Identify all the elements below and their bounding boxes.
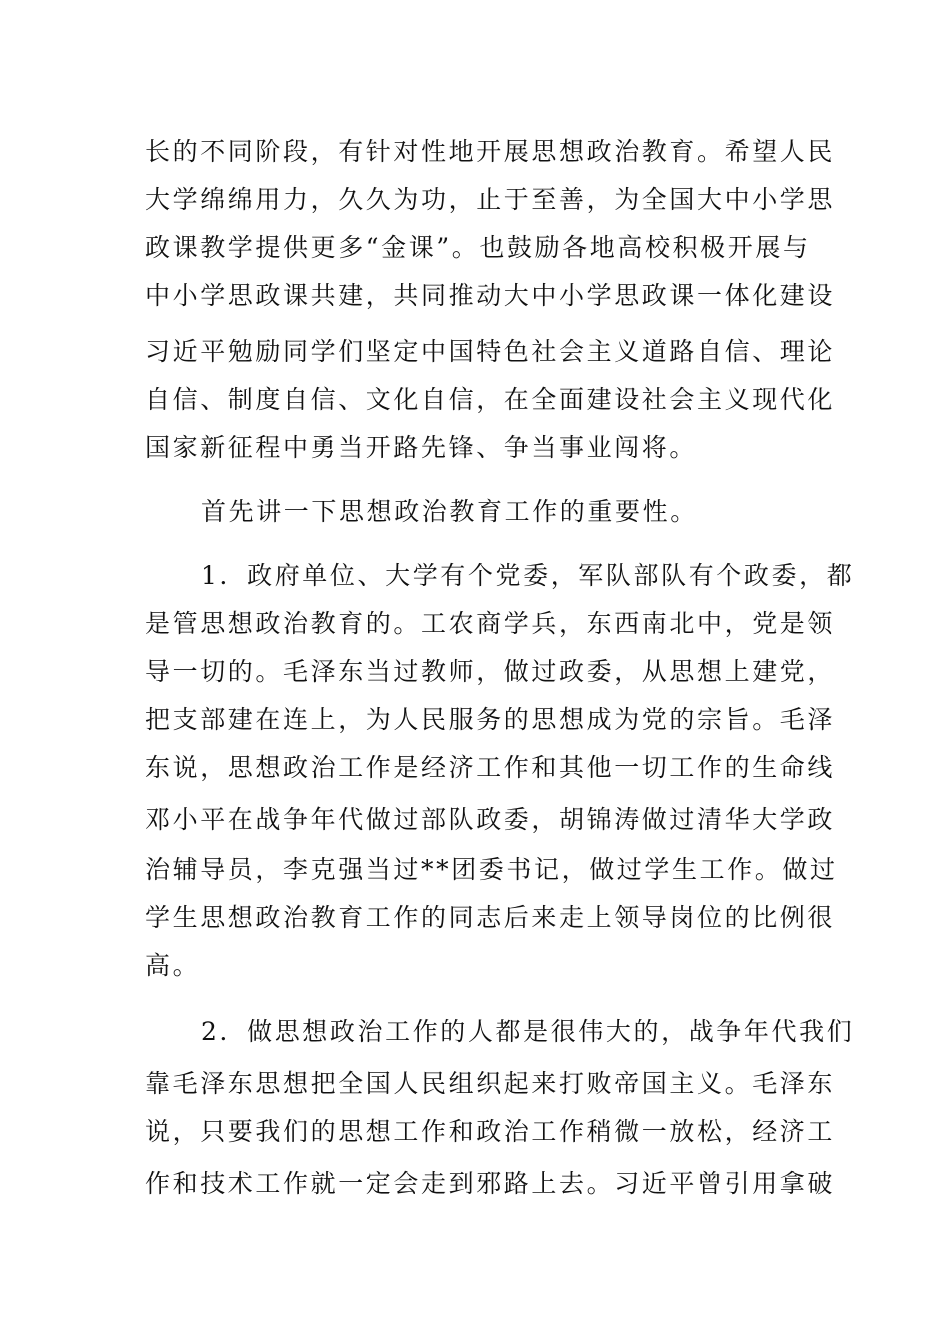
paragraph-line: 首先讲一下思想政治教育工作的重要性。 — [201, 497, 698, 526]
paragraph-line: 自信、制度自信、文化自信，在全面建设社会主义现代化 — [145, 385, 836, 414]
paragraph-line: 中小学思政课共建，共同推动大中小学思政课一体化建设 — [145, 281, 836, 310]
paragraph-line: 高。 — [145, 951, 201, 980]
paragraph-line: 长的不同阶段，有针对性地开展思想政治教育。希望人民 — [145, 137, 836, 166]
paragraph-line: 作和技术工作就一定会走到邪路上去。习近平曾引用拿破 — [145, 1169, 836, 1198]
paragraph-line: 习近平勉励同学们坚定中国特色社会主义道路自信、理论 — [145, 337, 836, 366]
paragraph-line: 2．做思想政治工作的人都是很伟大的，战争年代我们 — [201, 1017, 855, 1046]
paragraph-line: 1．政府单位、大学有个党委，军队部队有个政委，都 — [201, 561, 855, 590]
paragraph-line: 政课教学提供更多“金课”。也鼓励各地高校积极开展与 — [145, 233, 811, 262]
paragraph-line: 把支部建在连上，为人民服务的思想成为党的宗旨。毛泽 — [145, 705, 836, 734]
paragraph-line: 学生思想政治教育工作的同志后来走上领导岗位的比例很 — [145, 903, 836, 932]
paragraph-line: 靠毛泽东思想把全国人民组织起来打败帝国主义。毛泽东 — [145, 1069, 836, 1098]
paragraph-line: 大学绵绵用力，久久为功，止于至善，为全国大中小学思 — [145, 185, 836, 214]
paragraph-line: 导一切的。毛泽东当过教师，做过政委，从思想上建党， — [145, 657, 836, 686]
paragraph-line: 说，只要我们的思想工作和政治工作稍微一放松，经济工 — [145, 1117, 836, 1146]
paragraph-line: 是管思想政治教育的。工农商学兵，东西南北中，党是领 — [145, 609, 836, 638]
paragraph-line: 治辅导员，李克强当过**团委书记，做过学生工作。做过 — [145, 855, 838, 884]
paragraph-line: 邓小平在战争年代做过部队政委，胡锦涛做过清华大学政 — [145, 805, 836, 834]
paragraph-line: 东说，思想政治工作是经济工作和其他一切工作的生命线 — [145, 753, 836, 782]
paragraph-line: 国家新征程中勇当开路先锋、争当事业闯将。 — [145, 433, 698, 462]
